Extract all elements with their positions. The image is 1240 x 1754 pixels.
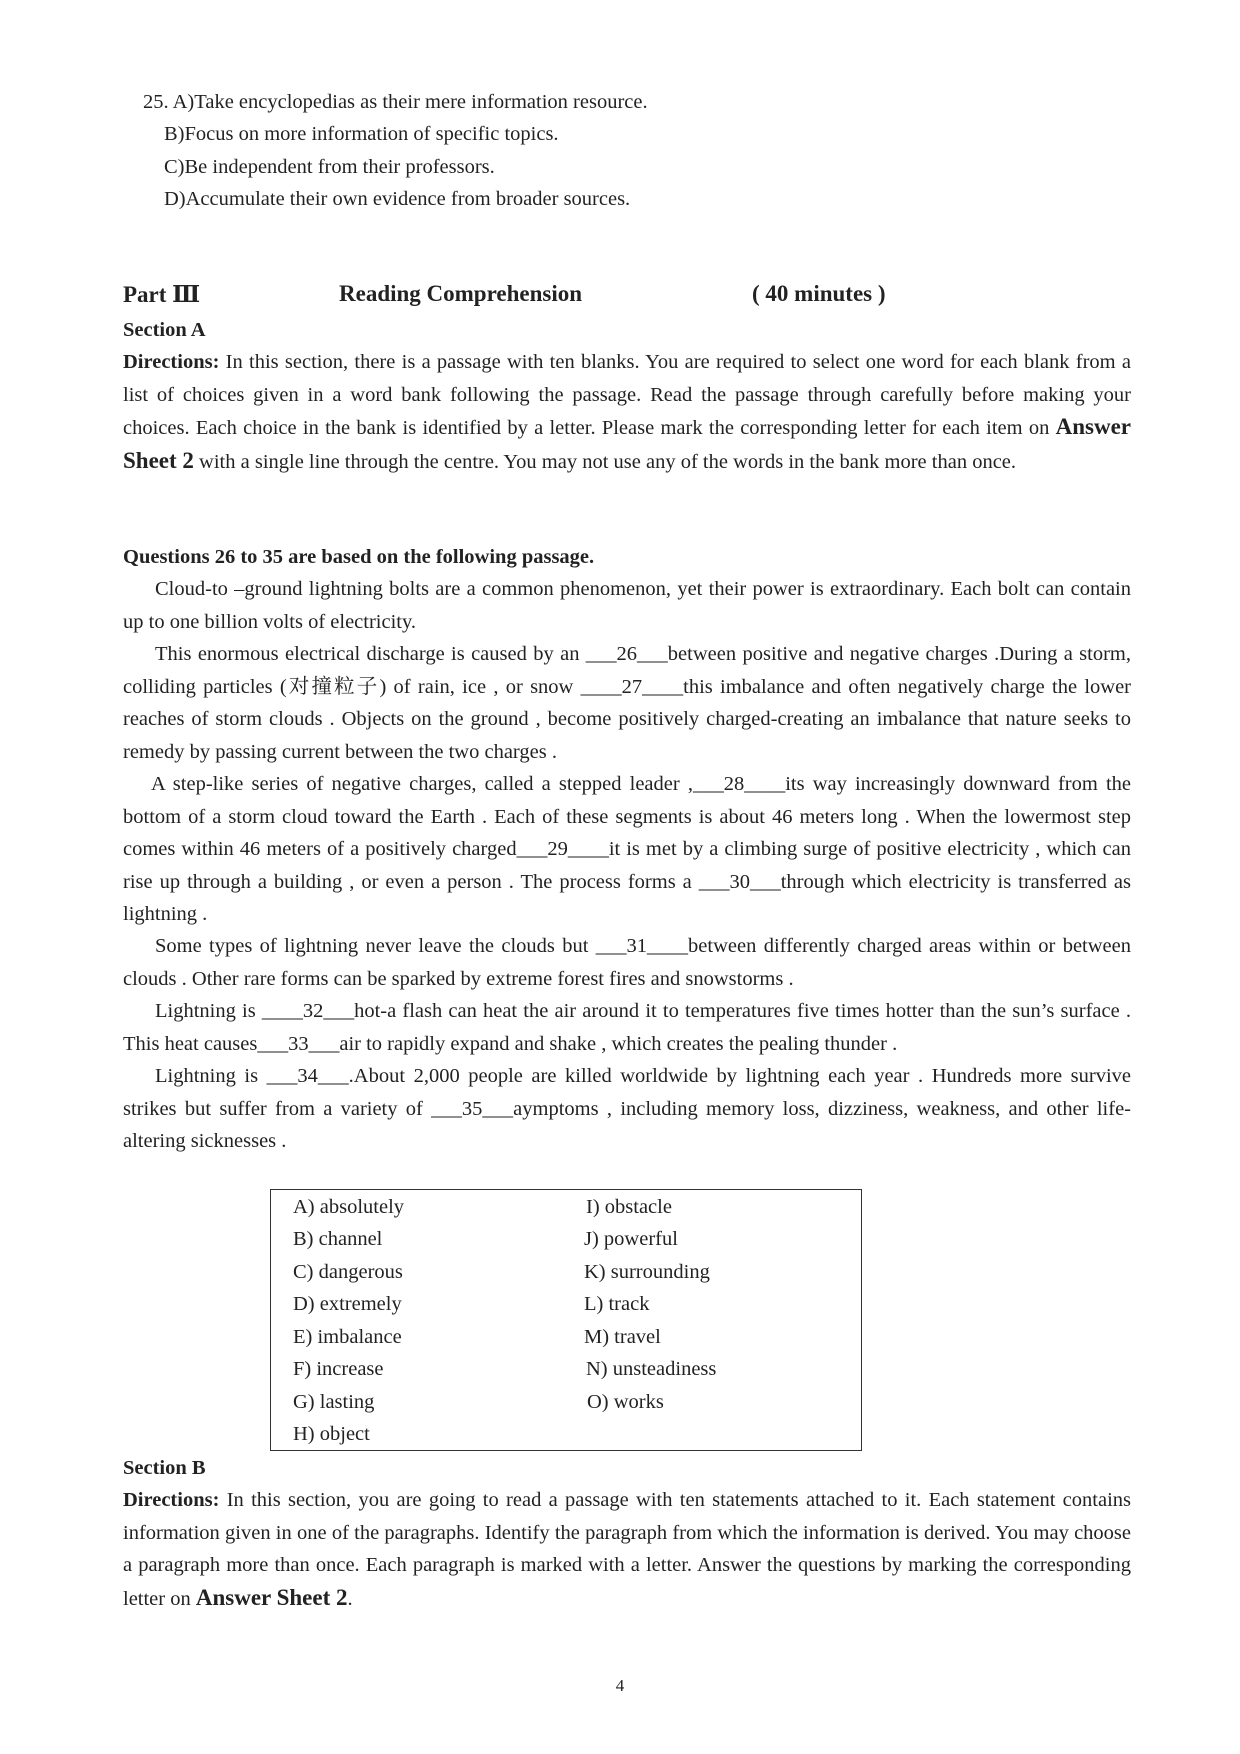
word-option: A) absolutely <box>293 1196 405 1218</box>
word-option: K) surrounding <box>584 1261 710 1283</box>
directions-label: Directions: <box>123 351 220 373</box>
passage-paragraph: Lightning is ____32___hot-a flash can heat the air around it to temperatures five times hotter than the sun’s surface . This heat causes___33___air to rapidly expand and shake , which creates the pealing thunder . <box>123 1000 1131 1055</box>
q25-option-a: 25. A)Take encyclopedias as their mere information resource. <box>143 91 648 113</box>
section-a-heading: Section A <box>123 319 206 341</box>
word-option: B) channel <box>293 1228 383 1250</box>
directions-text: In this section, there is a passage with ten blanks. You are required to select one word for each blank from a list of choices given in a word bank following the passage. Read the passage through carefully before making your choices. Each choice in the bank is identified by a letter. Please mark the corresponding letter for each item on <box>123 351 1131 439</box>
passage-paragraph: This enormous electrical discharge is caused by an ___26___between positive and negative charges .During a storm, colliding particles (对撞粒子) of rain, ice , or snow ____27____this imbalance and often negatively charge the lower reaches of storm clouds . Objects on the ground , become positively charged-creating an imbalance that nature seeks to remedy by passing current between the two charges . <box>123 643 1131 763</box>
part-time: ( 40 minutes ) <box>752 281 886 306</box>
directions-label: Directions: <box>123 1489 220 1511</box>
answer-sheet-ref: Answer Sheet 2 <box>195 1584 348 1610</box>
word-bank <box>270 1189 862 1451</box>
passage-paragraph: Some types of lightning never leave the clouds but ___31____between differently charged areas within or between clouds . Other rare forms can be sparked by extreme forest fires and snowstorms . <box>123 935 1131 990</box>
word-option: M) travel <box>584 1326 661 1348</box>
passage-paragraph: A step-like series of negative charges, called a stepped leader ,___28____its way increasingly downward from the bottom of a storm cloud toward the Earth . Each of these segments is about 46 meters long . When the lowermost step comes within 46 meters of a positively charged___29____it is met by a climbing surge of positive electricity , which can rise up through a building , or even a person . The process forms a ___30___through which electricity is transferred as lightning . <box>123 773 1131 925</box>
word-option: E) imbalance <box>293 1326 402 1348</box>
q25-option-b: B)Focus on more information of specific topics. <box>164 123 559 145</box>
passage-paragraph: Cloud-to –ground lightning bolts are a common phenomenon, yet their power is extraordinary. Each bolt can contain up to one billion volts of electricity. <box>123 578 1131 633</box>
passage-paragraph: Lightning is ___34___.About 2,000 people are killed worldwide by lightning each year . Hundreds more survive strikes but suffer from a variety of ___35___aymptoms , including memory loss, dizziness, weakness, and other life-altering sicknesses . <box>123 1065 1131 1152</box>
word-option: C) dangerous <box>293 1261 403 1283</box>
q25-option-d: D)Accumulate their own evidence from broader sources. <box>164 188 631 210</box>
word-option: L) track <box>584 1293 650 1315</box>
section-b-directions <box>123 1484 1131 1615</box>
page-number: 4 <box>615 1676 625 1695</box>
answer-sheet-ref: Answer Sheet 2 <box>123 414 1131 473</box>
word-option: I) obstacle <box>586 1196 672 1218</box>
section-a-directions <box>123 346 1131 478</box>
part-title: Reading Comprehension <box>339 281 583 306</box>
part-label: Part Ⅲ <box>123 282 201 307</box>
word-option: J) powerful <box>584 1228 678 1250</box>
directions-text: with a single line through the centre. You may not use any of the words in the bank more than once. <box>193 450 1017 473</box>
directions-text: . <box>347 1587 353 1610</box>
section-b-heading: Section B <box>123 1457 206 1479</box>
word-option: G) lasting <box>293 1391 375 1413</box>
word-option: D) extremely <box>293 1293 402 1315</box>
q25-option-c: C)Be independent from their professors. <box>164 156 495 178</box>
word-option: H) object <box>293 1423 370 1445</box>
word-option: F) increase <box>293 1358 384 1380</box>
word-option: O) works <box>587 1391 664 1413</box>
directions-text: In this section, you are going to read a passage with ten statements attached to it. Each statement contains information given in one of the paragraphs. Identify the paragraph from which the information is derived. You may choose a paragraph more than once. Each paragraph is marked with a letter. Answer the questions by marking the corresponding letter on <box>123 1489 1131 1610</box>
questions-heading: Questions 26 to 35 are based on the following passage. <box>123 546 595 568</box>
word-option: N) unsteadiness <box>586 1358 717 1380</box>
